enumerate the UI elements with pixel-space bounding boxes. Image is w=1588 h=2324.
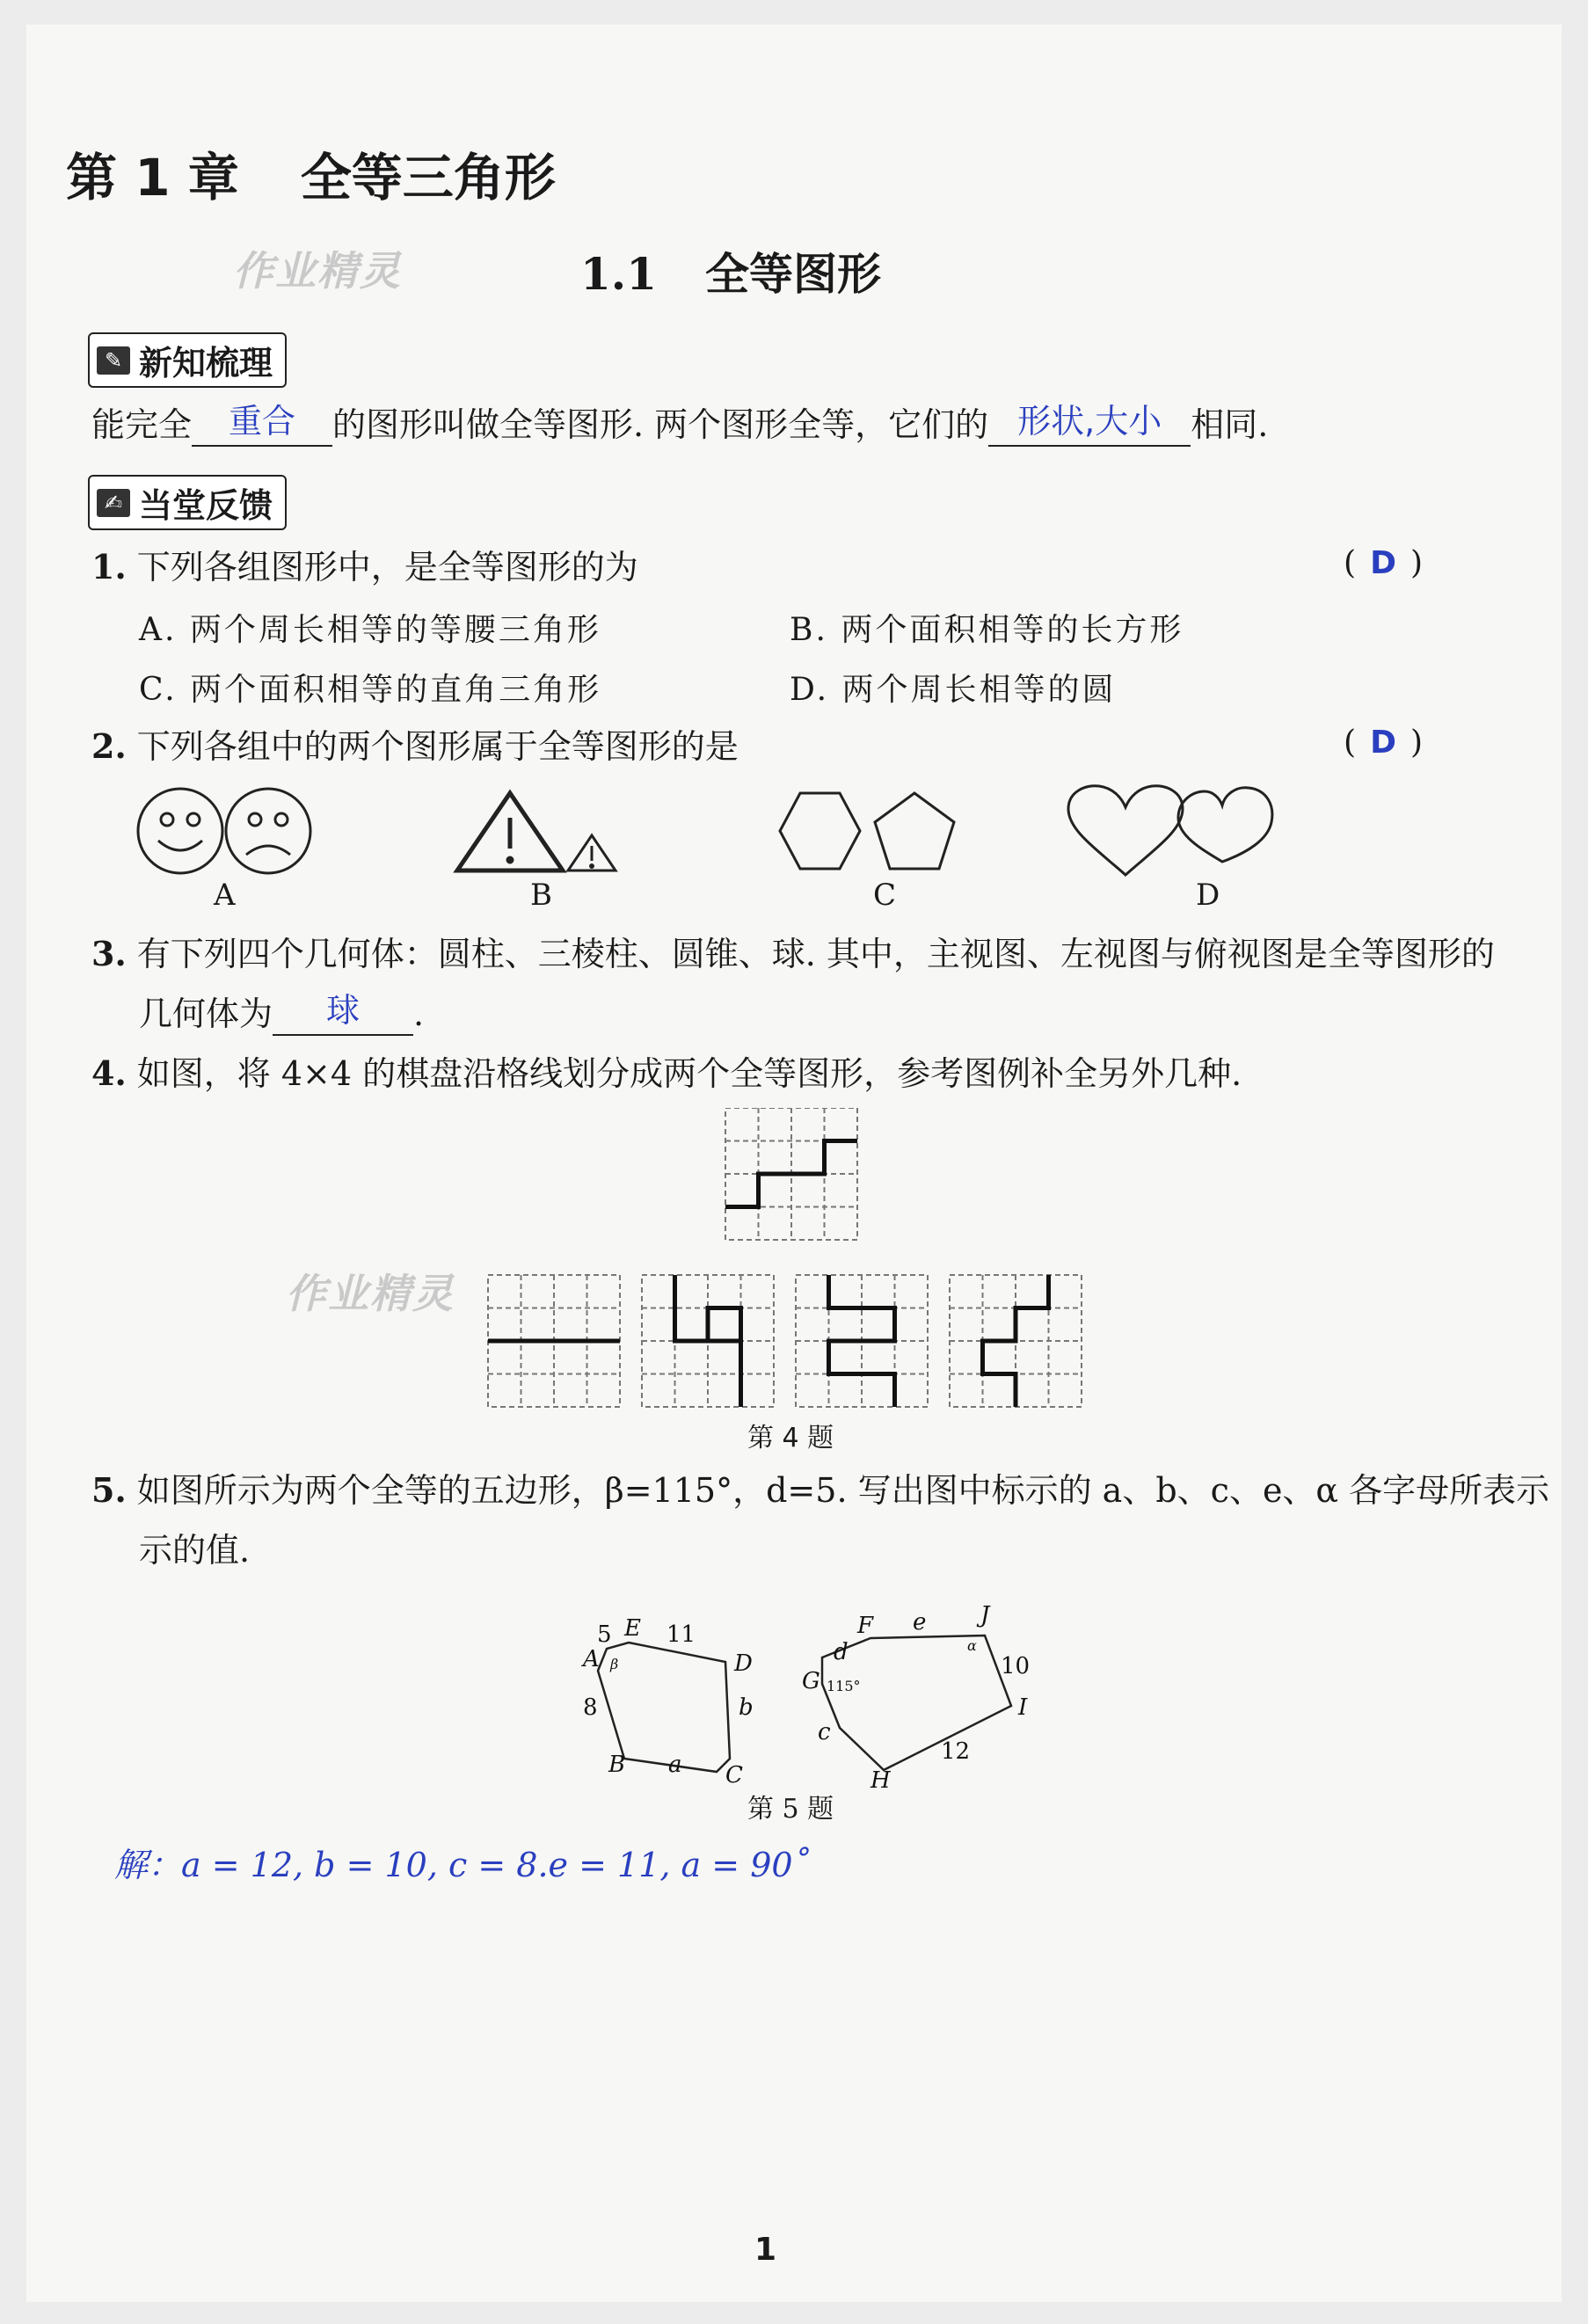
question-5-line2: 示的值. [139, 1531, 251, 1570]
question-3-line2 [139, 992, 424, 1036]
question-number: 2. [91, 726, 127, 766]
book-icon: ✎ [97, 346, 130, 375]
side-12: 12 [941, 1738, 971, 1765]
pentagon-icon [875, 793, 954, 869]
vertex-a: A [583, 1646, 600, 1672]
sad-face-icon [226, 789, 310, 873]
heading-label: 当堂反馈 [139, 486, 273, 525]
side-e: e [913, 1609, 927, 1636]
intro-text: 的图形叫做全等图形. 两个图形全等，它们的 [332, 405, 989, 444]
vertex-f: F [857, 1613, 874, 1639]
heart-outline-icon [1178, 788, 1272, 862]
q4-caption: 第 4 题 [747, 1423, 834, 1453]
figure-label-b: B [530, 878, 552, 913]
section-title: 全等图形 [705, 249, 881, 300]
answer-grid-1 [488, 1275, 620, 1407]
vertex-c: C [725, 1762, 743, 1789]
option-c: C. 两个面积相等的直角三角形 [139, 672, 602, 708]
warning-triangle-small-icon [568, 835, 616, 871]
chapter-heading [66, 136, 556, 210]
blank [988, 402, 1191, 447]
hexagon-icon [780, 793, 860, 869]
question-number: 3. [91, 934, 127, 973]
page-number: 1 [754, 2232, 777, 2268]
answer-grid-4 [950, 1275, 1082, 1407]
blank [273, 991, 413, 1036]
side-5: 5 [597, 1621, 612, 1648]
side-11: 11 [667, 1621, 696, 1648]
smiley-face-icon [138, 789, 222, 873]
option-a: A. 两个周长相等的等腰三角形 [139, 612, 601, 648]
intro-text: 相同. [1191, 405, 1269, 444]
q5-caption: 第 5 题 [747, 1794, 834, 1825]
watermark: 作业精灵 [286, 1270, 455, 1317]
q4-grids [484, 1108, 1451, 1433]
heading-new-knowledge [88, 332, 287, 388]
question-text: . [413, 994, 425, 1033]
intro-line [91, 403, 1268, 447]
paren: ( [1344, 725, 1357, 761]
answer-paren [1344, 725, 1423, 761]
question-number: 1. [91, 547, 127, 586]
paren: ) [1410, 545, 1424, 581]
question-text: 有下列四个几何体：圆柱、三棱柱、圆锥、球. 其中，主视图、左视图与俯视图是全等图形的 [136, 935, 1495, 973]
question-4 [91, 1052, 1242, 1096]
question-text: 如图所示为两个全等的五边形，β=115°，d=5. 写出图中标示的 a、b、c、e、α 各字母所表示 [136, 1471, 1550, 1510]
question-1 [91, 545, 638, 589]
paren: ) [1410, 725, 1424, 761]
side-d: d [834, 1639, 849, 1665]
paren: ( [1344, 545, 1357, 581]
side-10: 10 [1001, 1653, 1031, 1679]
option-d: D. 两个周长相等的圆 [790, 672, 1117, 708]
angle-115: 115° [827, 1678, 861, 1694]
side-8: 8 [583, 1694, 598, 1721]
figure-label-c: C [873, 878, 897, 913]
answer-grid-2 [642, 1275, 774, 1407]
answer-grid-3 [796, 1275, 928, 1407]
question-text: 下列各组中的两个图形属于全等图形的是 [136, 727, 739, 766]
question-text: 下列各组图形中，是全等图形的为 [136, 548, 638, 586]
vertex-i: I [1018, 1694, 1028, 1721]
side-a: a [668, 1752, 682, 1778]
angle-alpha: α [967, 1637, 977, 1654]
question-number: 5. [91, 1470, 127, 1510]
vertex-j: J [980, 1602, 990, 1628]
figure-label-d: D [1196, 878, 1220, 913]
choice-answer: D [1370, 725, 1396, 761]
chapter-title: 全等三角形 [300, 148, 556, 208]
blank [192, 402, 332, 447]
heart-large-icon [1068, 786, 1183, 875]
vertex-d: D [734, 1650, 753, 1677]
section-number: 1.1 [580, 248, 657, 300]
angle-beta: β [610, 1656, 619, 1672]
answer-paren [1344, 545, 1423, 581]
choice-answer: D [1370, 545, 1396, 581]
vertex-g: G [802, 1668, 820, 1694]
vertex-h: H [870, 1767, 891, 1789]
q5-pentagons [554, 1596, 1046, 1789]
intro-text: 能完全 [91, 405, 193, 444]
figure-label-a: A [214, 878, 236, 913]
q2-figures [132, 783, 1319, 914]
section-heading [580, 239, 881, 302]
option-b: B. 两个面积相等的长方形 [790, 612, 1184, 648]
chapter-number: 第 1 章 [66, 148, 239, 208]
answer-text: 形状,大小 [1017, 402, 1162, 441]
side-c: c [818, 1719, 831, 1745]
example-grid [725, 1108, 857, 1240]
question-3 [91, 932, 1495, 976]
heading-feedback [88, 475, 287, 530]
question-number: 4. [91, 1053, 127, 1093]
solution-text: 解：a = 12, b = 10, c = 8.e = 11, a = 90˚ [114, 1846, 810, 1884]
answer-text: 球 [326, 991, 361, 1030]
answer-text: 重合 [229, 402, 296, 441]
pencil-icon: ✍ [97, 489, 130, 517]
question-2 [91, 725, 739, 769]
pentagon-right [822, 1636, 1011, 1770]
question-5 [91, 1468, 1549, 1512]
question-text: 如图，将 4×4 的棋盘沿格线划分成两个全等图形，参考图例补全另外几种. [136, 1054, 1242, 1093]
vertex-b: B [608, 1752, 626, 1778]
vertex-e: E [624, 1615, 641, 1642]
warning-triangle-large-icon [457, 793, 563, 871]
side-b: b [739, 1694, 754, 1721]
heading-label: 新知梳理 [139, 344, 273, 382]
question-text: 几何体为 [139, 994, 273, 1033]
watermark: 作业精灵 [233, 247, 402, 295]
